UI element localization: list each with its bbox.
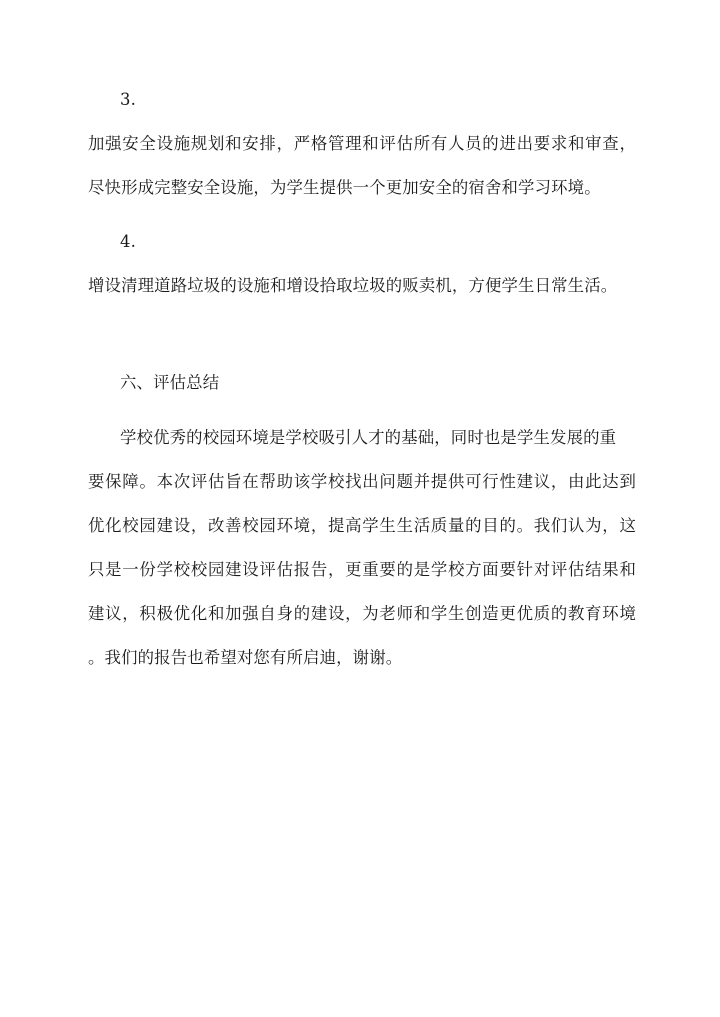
summary-line-1: 学校优秀的校园环境是学校吸引人才的基础，同时也是学生发展的重 — [120, 428, 617, 447]
summary-line-4: 只是一份学校校园建设评估报告，更重要的是学校方面要针对评估结果和 — [88, 560, 636, 579]
summary-line-3: 优化校园建设，改善校园环境，提高学生生活质量的目的。我们认为，这 — [88, 516, 636, 535]
summary-line-5: 建议，积极优化和加强自身的建设，为老师和学生创造更优质的教育环境 — [88, 604, 636, 623]
item-3-number: 3. — [120, 90, 136, 109]
section-heading: 六、评估总结 — [120, 373, 220, 392]
item-4-number: 4. — [120, 232, 136, 251]
summary-line-2: 要保障。本次评估旨在帮助该学校找出问题并提供可行性建议，由此达到 — [88, 472, 636, 491]
item-4-line-1: 增设清理道路垃圾的设施和增设拾取垃圾的贩卖机，方便学生日常生活。 — [88, 276, 618, 295]
item-3-line-1: 加强安全设施规划和安排，严格管理和评估所有人员的进出要求和审查， — [88, 134, 636, 153]
item-3-line-2: 尽快形成完整安全设施，为学生提供一个更加安全的宿舍和学习环境。 — [88, 178, 601, 197]
summary-line-6: 。我们的报告也希望对您有所启迪，谢谢。 — [88, 648, 403, 667]
